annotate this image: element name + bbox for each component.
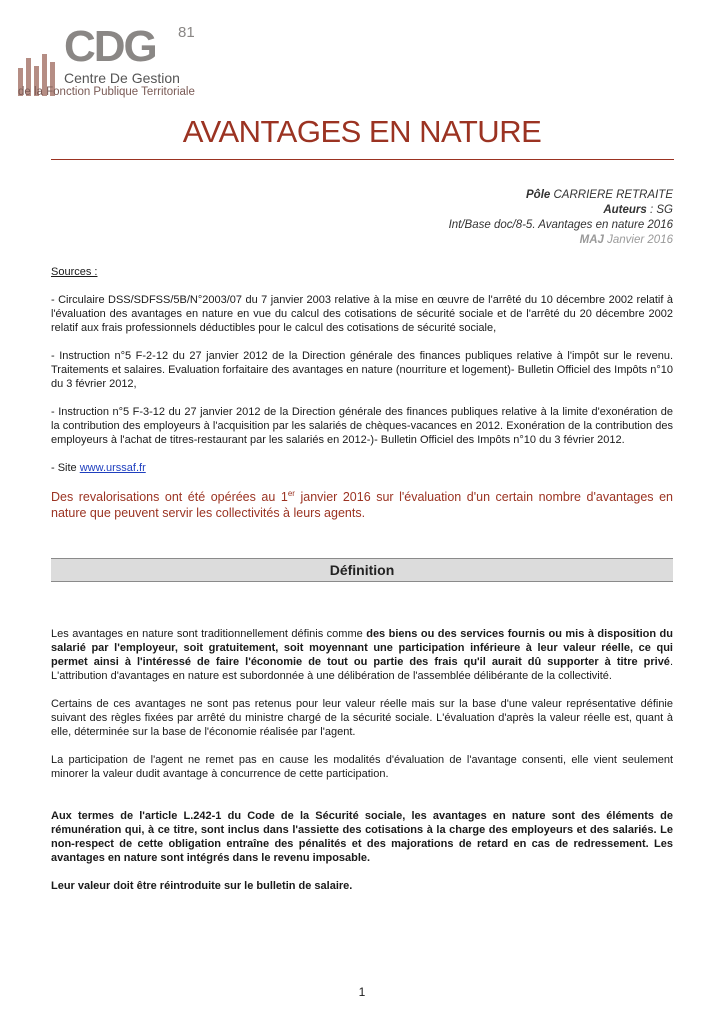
source-item-3: - Instruction n°5 F-3-12 du 27 janvier 2012 de la Direction générale des finances publiques relative à la limite d'exonération de la contribution des employeurs à l'acquisition par les salariés de chèques-vacances en 2012. Exonération de la contribution des employeurs à l'achat de titres-restaurant par les salariés en 2012-)- Bulletin Officiel des Impôts n°10 du 3 février 2012. — [51, 406, 673, 446]
definition-paragraph-5: Leur valeur doit être réintroduite sur le bulletin de salaire. — [51, 880, 353, 892]
title-divider — [51, 159, 674, 160]
meta-pole: Pôle CARRIERE RETRAITE — [526, 189, 673, 201]
definition-paragraph-1: Les avantages en nature sont traditionnellement définis comme des biens ou des services fournis ou mis à disposition du salarié par l'employeur, soit gratuitement, soit moyennant une participation inférieure à leur valeur réelle, ce qui permet ainsi à l'intéressé de faire l'économie de tout ou partie des frais qu'il aurait dû supporter à titre privé. L'attribution d'avantages en nature est subordonnée à une délibération de l'assemblée délibérante de la collectivité. — [51, 628, 673, 682]
source-item-1: - Circulaire DSS/SDFSS/5B/N°2003/07 du 7 janvier 2003 relative à la mise en œuvre de l'arrêté du 10 décembre 2002 relatif à l'évaluation des avantages en nature en vue du calcul des cotisations de sécurité sociale et de l'arrêté du 20 décembre 2002 relatif aux frais professionnels déductibles pour le calcul des cotisations de sécurité sociale, — [51, 294, 673, 334]
urssaf-link[interactable]: www.urssaf.fr — [79, 462, 146, 474]
section-definition-header: Définition — [51, 558, 673, 582]
source-site: - Site www.urssaf.fr — [51, 462, 146, 474]
logo-line2: de la Fonction Publique Territoriale — [18, 86, 195, 98]
source-item-2: - Instruction n°5 F-2-12 du 27 janvier 2012 de la Direction générale des finances publiques relative à l'impôt sur le revenu. Traitements et salaires. Evaluation forfaitaire des avantages en nature (nourriture et logement)- Bulletin Officiel des Impôts n°10 du 3 février 2012, — [51, 350, 673, 390]
document-meta — [449, 188, 673, 248]
logo-letters: CDG 81 — [64, 22, 195, 71]
definition-paragraph-3: La participation de l'agent ne remet pas en cause les modalités d'évaluation de l'avantage consenti, elle vient seulement minorer la valeur dudit avantage à concurrence de cette participation. — [51, 754, 673, 780]
sources-heading: Sources : — [51, 266, 98, 278]
page-number: 1 — [358, 985, 366, 999]
definition-paragraph-4: Aux termes de l'article L.242-1 du Code de la Sécurité sociale, les avantages en nature sont des éléments de rémunération qui, à ce titre, sont inclus dans l'assiette des cotisations à la charge des employeurs et des salariés. Le non-respect de cette obligation entraîne des pénalités et des majorations de retard en cas de redressement. Les avantages en nature sont intégrés dans le revenu imposable. — [51, 810, 673, 864]
definition-paragraph-2: Certains de ces avantages ne sont pas retenus pour leur valeur réelle mais sur la base d'une valeur représentative définie suivant des règles fixées par arrêté du ministre chargé de la sécurité sociale. L'évaluation d'après la valeur réelle est, quant à elle, déterminée sur la base de l'économie réalisée par l'agent. — [51, 698, 673, 738]
cdg-logo — [14, 22, 195, 104]
meta-ref: Int/Base doc/8-5. Avantages en nature 2016 — [448, 219, 673, 231]
logo-superscript: 81 — [178, 24, 195, 41]
meta-auteurs: Auteurs : SG — [603, 204, 673, 216]
revalorisation-notice: Des revalorisations ont été opérées au 1er janvier 2016 sur l'évaluation d'un certain nombre d'avantages en nature que peuvent servir les collectivités à leurs agents. — [51, 489, 673, 521]
logo-line1: Centre De Gestion — [64, 70, 180, 86]
sources-block — [51, 265, 673, 475]
meta-maj: MAJ Janvier 2016 — [579, 234, 673, 246]
page-title: AVANTAGES EN NATURE — [182, 114, 542, 149]
definition-block — [51, 627, 673, 893]
